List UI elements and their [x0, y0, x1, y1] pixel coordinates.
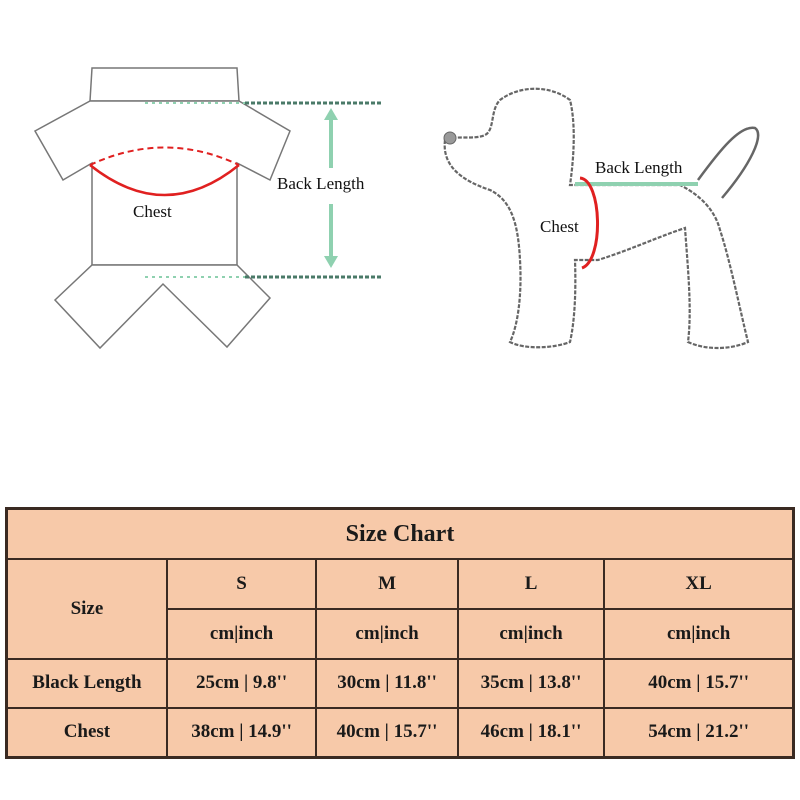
size-l: L	[458, 559, 604, 609]
table-cell: 25cm | 9.8''	[167, 659, 316, 708]
row-header-size: Size	[7, 559, 167, 659]
size-m: M	[316, 559, 458, 609]
table-cell: 38cm | 14.9''	[167, 708, 316, 758]
table-title: Size Chart	[7, 509, 794, 560]
size-xl: XL	[604, 559, 793, 609]
size-s: S	[167, 559, 316, 609]
row-label: Black Length	[7, 659, 167, 708]
table-cell: 30cm | 11.8''	[316, 659, 458, 708]
table-cell: 46cm | 18.1''	[458, 708, 604, 758]
dog-chest-label: Chest	[540, 217, 579, 236]
table-title-row	[7, 509, 794, 560]
table-row	[7, 708, 794, 758]
table-size-row	[7, 559, 794, 609]
dog-diagram	[430, 80, 770, 370]
garment-back-length-label: Back Length	[277, 174, 365, 193]
table-cell: 40cm | 15.7''	[316, 708, 458, 758]
unit-label: cm|inch	[167, 609, 316, 659]
size-chart-table	[5, 507, 795, 759]
row-label: Chest	[7, 708, 167, 758]
dog-outline-icon	[430, 80, 770, 370]
unit-label: cm|inch	[316, 609, 458, 659]
table-row	[7, 659, 794, 708]
unit-label: cm|inch	[604, 609, 793, 659]
table-cell: 35cm | 13.8''	[458, 659, 604, 708]
dog-back-length-label: Back Length	[595, 158, 683, 177]
unit-label: cm|inch	[458, 609, 604, 659]
table-cell: 40cm | 15.7''	[604, 659, 793, 708]
table-cell: 54cm | 21.2''	[604, 708, 793, 758]
garment-chest-label: Chest	[133, 202, 172, 221]
garment-diagram	[0, 0, 400, 380]
